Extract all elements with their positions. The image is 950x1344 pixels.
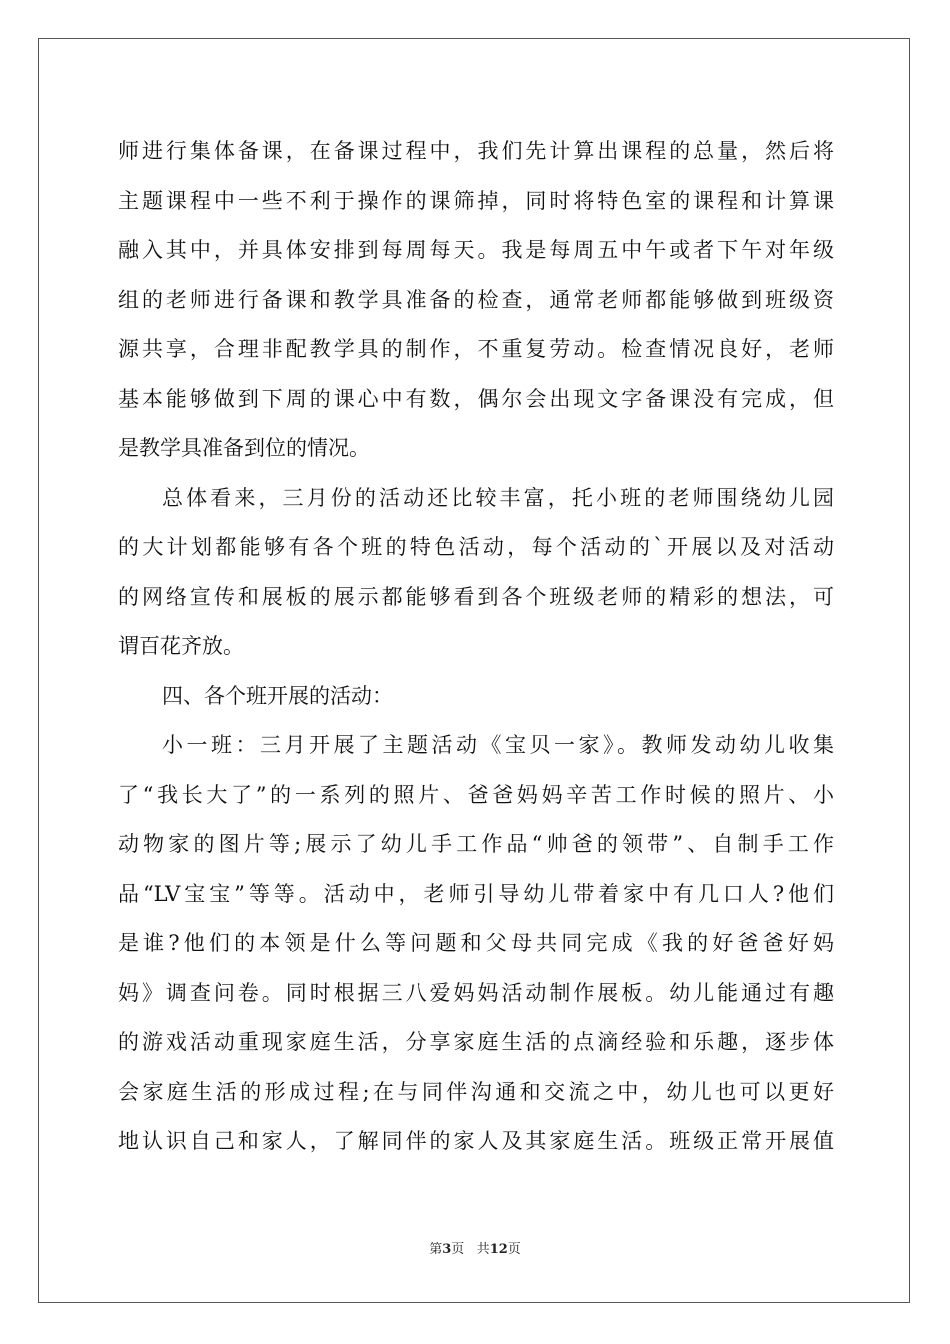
page-footer [0, 1238, 950, 1257]
text-line: 动物家的图片等;展示了幼儿手工作品“帅爸的领带”、自制手工作 [118, 832, 834, 856]
text-line: 主题课程中一些不利于操作的课筛掉，同时将特色室的课程和计算课 [118, 188, 834, 213]
text-line: 会家庭生活的形成过程;在与同伴沟通和交流之中，幼儿也可以更好 [118, 1079, 834, 1104]
text-line: 是谁?他们的本领是什么等问题和父母共同完成《我的好爸爸好妈 [118, 931, 834, 955]
text-line: 基本能够做到下周的课心中有数，偶尔会出现文字备课没有完成，但 [118, 386, 834, 411]
footer-page-word: 页 [451, 1242, 465, 1257]
text-line: 总体看来，三月份的活动还比较丰富，托小班的老师围绕幼儿园 [162, 485, 834, 510]
document-body [118, 127, 834, 1167]
text-line: 融入其中，并具体安排到每周每天。我是每周五中午或者下午对年级 [118, 238, 834, 262]
text-line: 的网络宣传和展板的展示都能够看到各个班级老师的精彩的想法，可 [118, 584, 834, 609]
section-heading: 四、各个班开展的活动： [162, 683, 393, 708]
footer-total-suffix: 页 [507, 1242, 521, 1257]
text-line: 小一班：三月开展了主题活动《宝贝一家》。教师发动幼儿收集 [162, 733, 834, 757]
text-line: 的游戏活动重现家庭生活，分享家庭生活的点滴经验和乐趣，逐步体 [118, 1030, 834, 1054]
total-pages-number: 12 [489, 1242, 508, 1257]
text-line: 地认识自己和家人，了解同伴的家人及其家庭生活。班级正常开展值 [118, 1129, 834, 1153]
text-line: 组的老师进行备课和教学具准备的检查，通常老师都能够做到班级资 [118, 287, 834, 312]
text-line: 师进行集体备课，在备课过程中，我们先计算出课程的总量，然后将 [118, 139, 834, 163]
text-line: 是教学具准备到位的情况。 [118, 436, 370, 460]
text-line: 品“LV宝宝”等等。活动中，老师引导幼儿带着家中有几口人?他们 [118, 881, 834, 906]
text-line: 谓百花齐放。 [118, 634, 244, 658]
footer-total-prefix: 共 [476, 1242, 490, 1257]
text-line: 了“我长大了”的一系列的照片、爸爸妈妈辛苦工作时候的照片、小 [118, 782, 834, 807]
text-line: 的大计划都能够有各个班的特色活动，每个活动的`开展以及对活动 [118, 535, 834, 559]
text-line: 源共享，合理非配教学具的制作，不重复劳动。检查情况良好，老师 [118, 337, 834, 361]
text-line: 妈》调查问卷。同时根据三八爱妈妈活动制作展板。幼儿能通过有趣 [118, 980, 834, 1005]
footer-prefix: 第 [429, 1242, 443, 1257]
current-page-number: 3 [442, 1242, 452, 1257]
